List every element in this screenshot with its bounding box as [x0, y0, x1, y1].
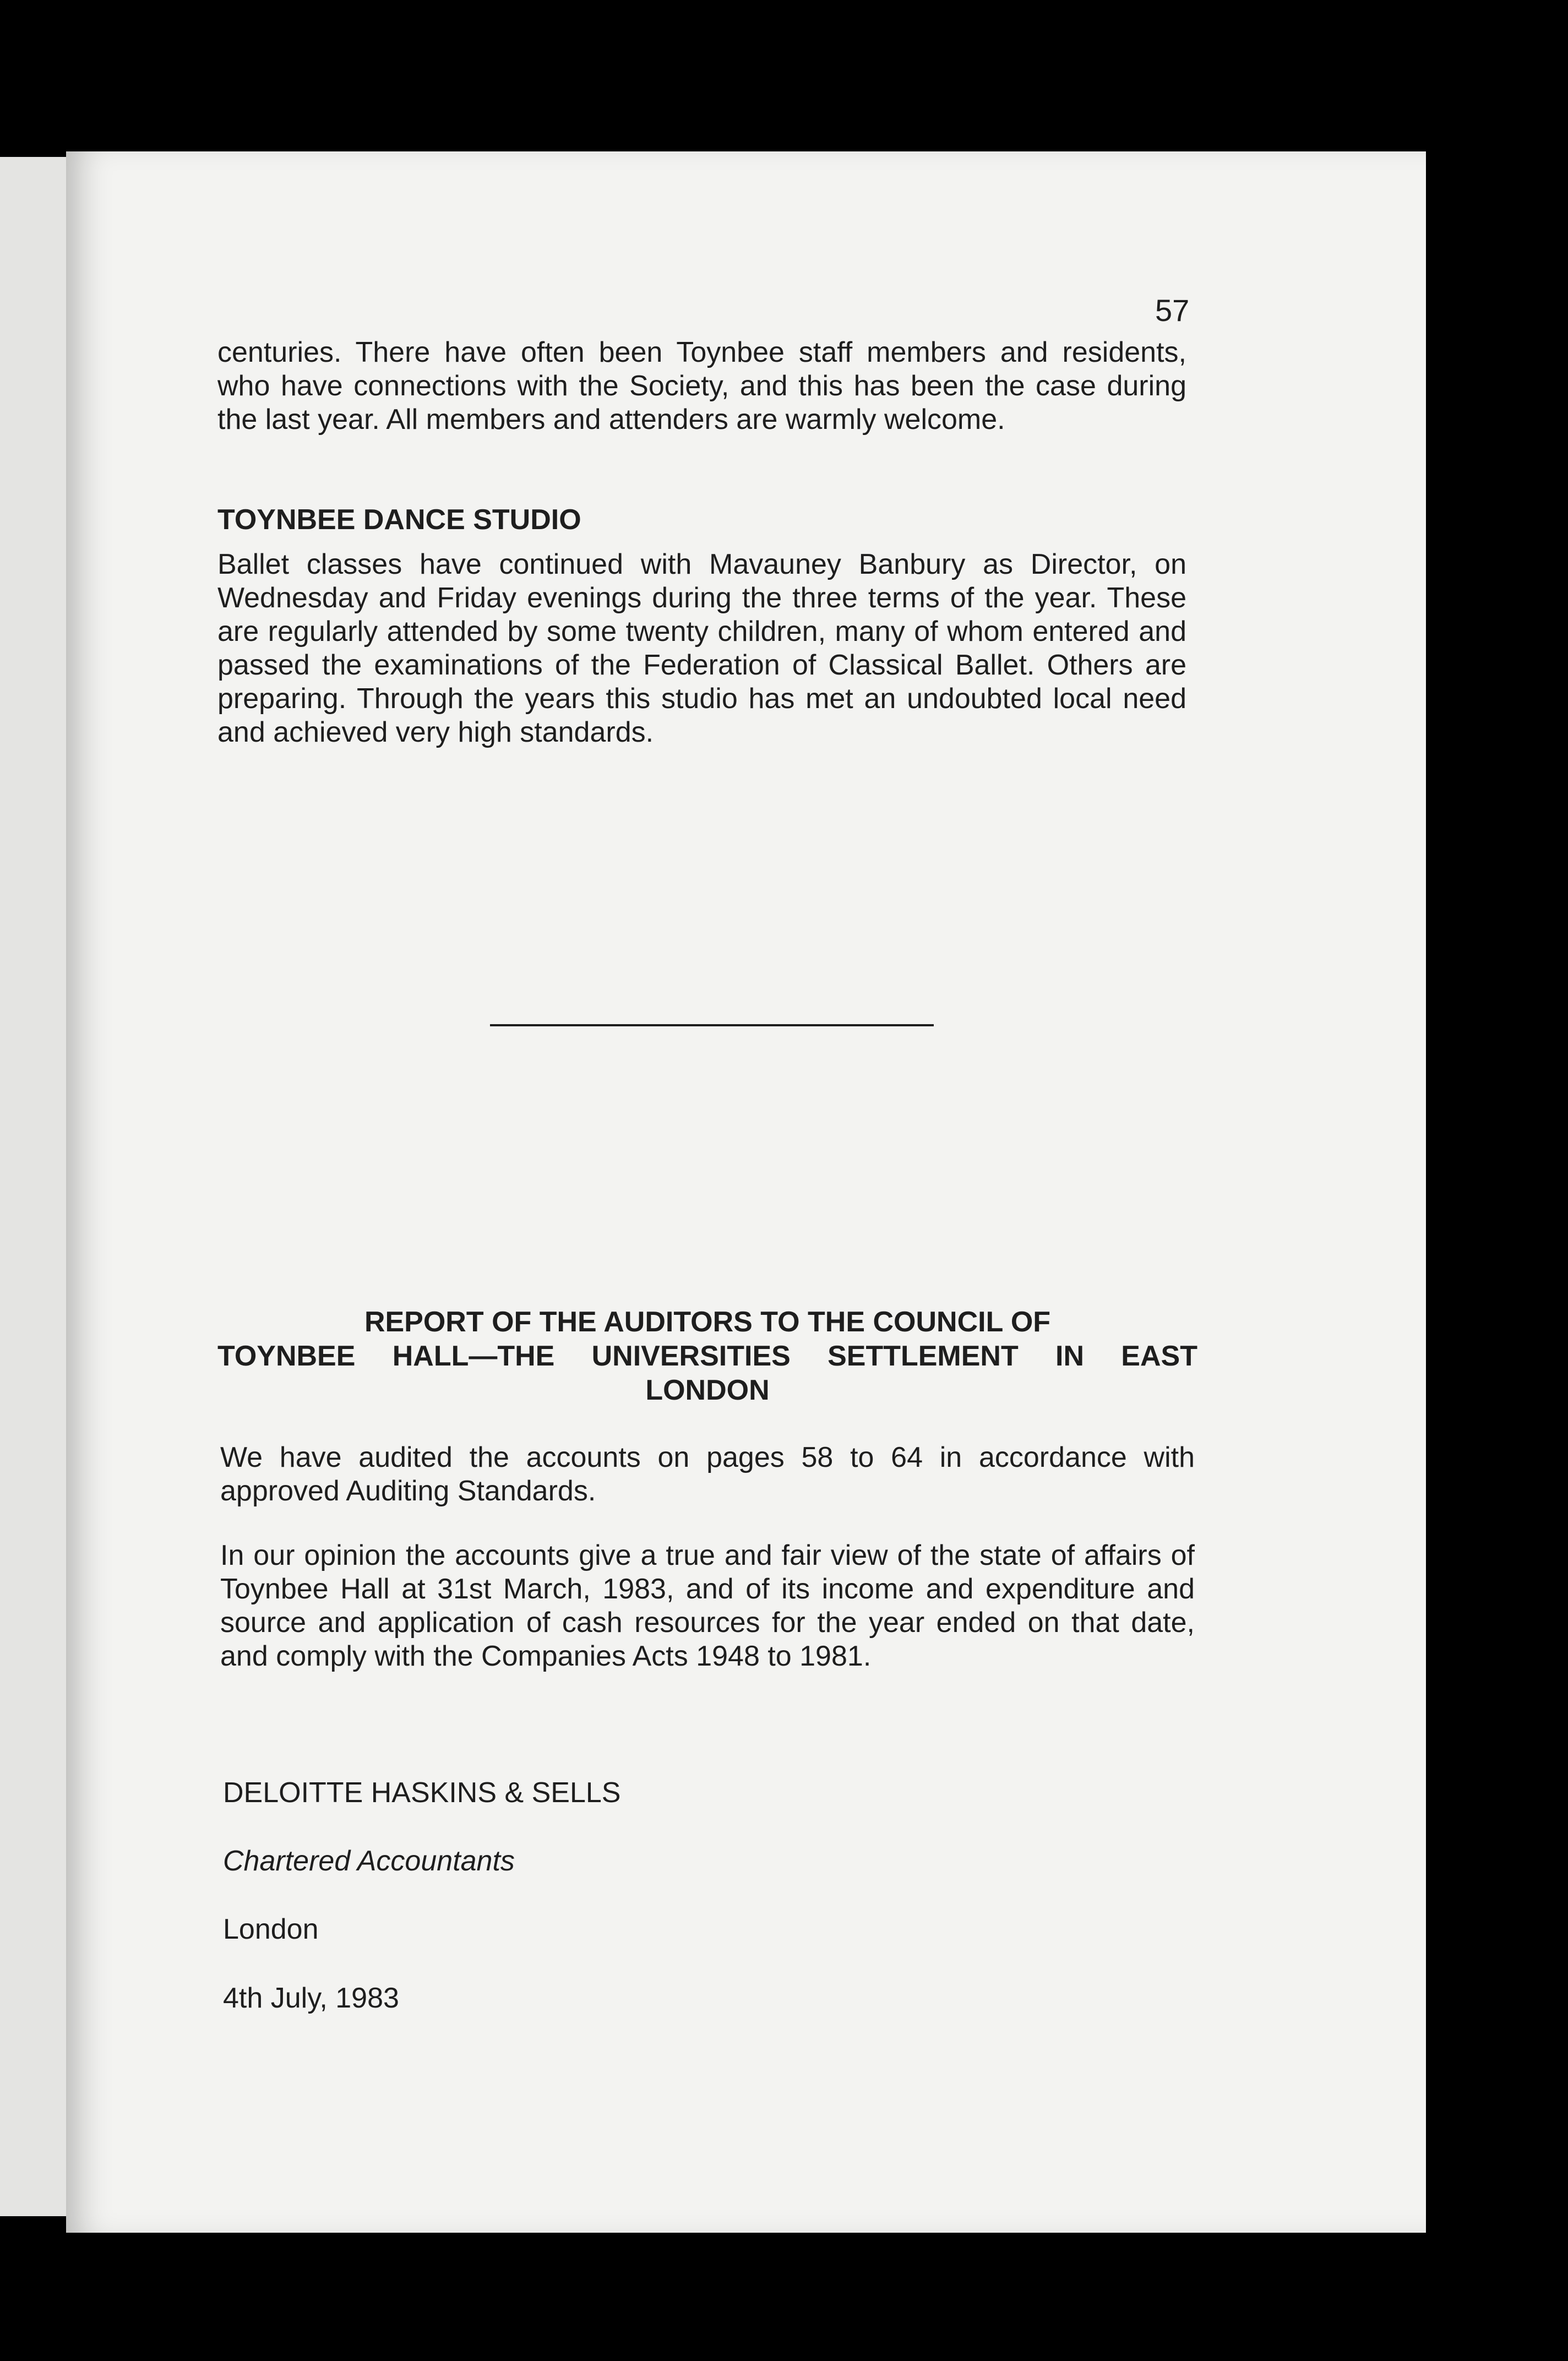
signature-city: London	[223, 1913, 319, 1945]
signature-title: Chartered Accountants	[223, 1845, 515, 1877]
auditors-paragraph-2: In our opinion the accounts give a true and fair view of the state of affairs of Toynbee Hall at 31st March, 1983, and of its income and expenditure and source and application of cash resources for the year ended on that date, and comply with the Companies Acts 1948 to 1981.	[220, 1539, 1195, 1672]
section-divider	[490, 1024, 934, 1026]
dance-studio-heading: TOYNBEE DANCE STUDIO	[217, 504, 581, 536]
auditors-heading-line-2: TOYNBEE HALL—THE UNIVERSITIES SETTLEMENT IN EAST	[217, 1340, 1197, 1372]
auditors-report-heading	[217, 1305, 1197, 1407]
page-number: 57	[1155, 293, 1190, 328]
auditors-heading-line-1: REPORT OF THE AUDITORS TO THE COUNCIL OF	[364, 1306, 1051, 1338]
auditors-heading-line-3: LONDON	[645, 1374, 770, 1406]
signature-firm: DELOITTE HASKINS & SELLS	[223, 1777, 621, 1809]
intro-paragraph: centuries. There have often been Toynbee staff members and residents, who have connections with the Society, and this has been the case during the last year. All members and attenders are warmly welcome.	[217, 336, 1186, 436]
auditors-paragraph-1: We have audited the accounts on pages 58 to 64 in accordance with approved Auditing Standards.	[220, 1441, 1195, 1507]
facing-page-edge	[0, 157, 69, 2216]
signature-date: 4th July, 1983	[223, 1982, 399, 2014]
dance-studio-paragraph: Ballet classes have continued with Mavauney Banbury as Director, on Wednesday and Friday evenings during the three terms of the year. These are regularly attended by some twenty children, many of whom entered and passed the examinations of the Federation of Classical Ballet. Others are preparing. Through the years this studio has met an undoubted local need and achieved very high standards.	[217, 548, 1186, 748]
